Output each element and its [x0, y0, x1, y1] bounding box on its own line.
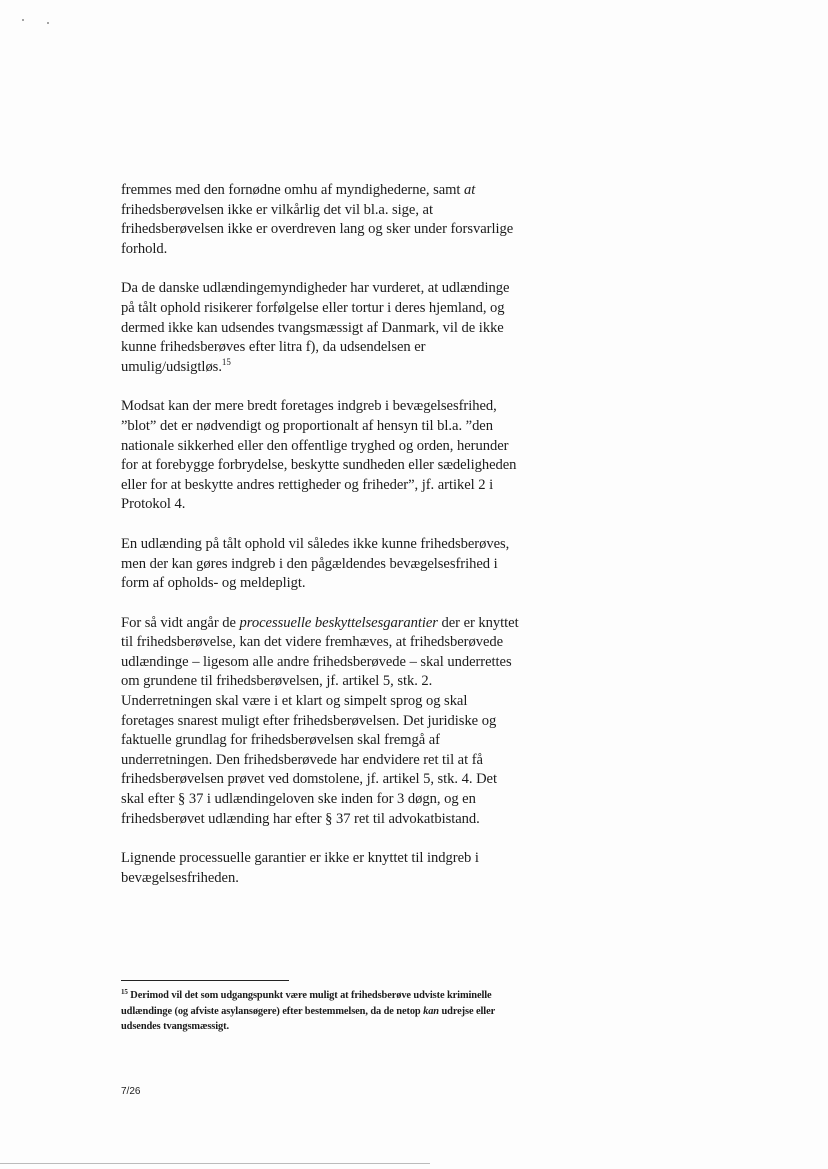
footnote-marker: 15	[121, 988, 128, 996]
text-line: for at forebygge forbrydelse, beskytte sundheden eller sædeligheden	[121, 457, 517, 474]
text-line: umulig/udsigtløs.$^{15}$	[121, 356, 231, 375]
italic-text: kan	[423, 1005, 439, 1017]
text-line: kunne frihedsberøves efter litra f), da udsendelsen er	[121, 339, 426, 356]
text-line: frihedsberøvet udlænding har efter § 37 ret til advokatbistand.	[121, 810, 480, 827]
text-line: om grundene til frihedsberøvelsen, jf. artikel 5, stk. 2.	[121, 673, 433, 690]
scan-speck	[22, 19, 24, 21]
footnote-marker: 15	[221, 356, 231, 367]
text-line: på tålt ophold risikerer forfølgelse eller tortur i deres hjemland, og	[121, 299, 505, 316]
text-line: underretningen. Den frihedsberøvede har endvidere ret til at få	[121, 751, 483, 768]
paragraph-2	[121, 279, 581, 377]
text-line: eller for at beskytte andres rettigheder og friheder”, jf. artikel 2 i	[121, 476, 494, 493]
footnote-15	[121, 988, 581, 1035]
italic-text: at	[464, 182, 476, 198]
text-line: forhold.	[121, 240, 168, 257]
text-line: For så vidt angår de processuelle beskyttelsesgarantier der er knyttet	[121, 614, 519, 631]
paragraph-4	[121, 535, 581, 594]
paragraph-5	[121, 614, 581, 830]
italic-text: processuelle beskyttelsesgarantier	[239, 614, 438, 631]
scan-edge-line	[0, 1163, 430, 1164]
paragraph-1	[121, 181, 581, 259]
text-line: fremmes med den fornødne omhu af myndighederne, samt at	[121, 182, 476, 198]
text-line: skal efter § 37 i udlændingeloven ske inden for 3 døgn, og en	[121, 791, 476, 808]
text-line: Protokol 4.	[121, 496, 186, 513]
text-line: Underretningen skal være i et klart og simpelt sprog og skal	[121, 693, 468, 710]
text-line: bevægelsesfriheden.	[121, 869, 239, 886]
text-line: foretages snarest muligt efter frihedsberøvelsen. Det juridiske og	[121, 712, 497, 729]
body-text	[121, 181, 581, 908]
text-line: Lignende processuelle garantier er ikke er knyttet til indgreb i	[121, 850, 479, 867]
text-line: frihedsberøvelsen prøvet ved domstolene, jf. artikel 5, stk. 4. Det	[121, 771, 497, 788]
page-number: 7/26	[121, 1086, 141, 1097]
text-line: En udlænding på tålt ophold vil således ikke kunne frihedsberøves,	[121, 535, 510, 552]
text-line: nationale sikkerhed eller den offentlige tryghed og orden, herunder	[121, 437, 509, 454]
text-line: Modsat kan der mere bredt foretages indgreb i bevægelsesfrihed,	[121, 398, 497, 415]
text-line: til frihedsberøvelse, kan det videre fremhæves, at frihedsberøvede	[121, 634, 504, 651]
footnote-line: udlændinge (og afviste asylansøgere) efter bestemmelsen, da de netop kan udrejse eller	[121, 1005, 496, 1017]
paragraph-3	[121, 397, 581, 515]
paragraph-6	[121, 849, 581, 888]
footnote-line: udsendes tvangsmæssigt.	[121, 1021, 229, 1033]
text-line: udlændinge – ligesom alle andre frihedsberøvede – skal underrettes	[121, 653, 512, 670]
text-line: ”blot” det er nødvendigt og proportionalt af hensyn til bl.a. ”den	[121, 417, 493, 434]
text-line: faktuelle grundlag for frihedsberøvelsen skal fremgå af	[121, 732, 440, 749]
text-line: Da de danske udlændingemyndigheder har vurderet, at udlændinge	[121, 280, 510, 297]
text-line: form af opholds- og meldepligt.	[121, 575, 306, 592]
text-line: dermed ikke kan udsendes tvangsmæssigt af Danmark, vil de ikke	[121, 319, 504, 336]
text-line: frihedsberøvelsen ikke er overdreven lang og sker under forsvarlige	[121, 221, 514, 238]
footnote-separator	[121, 980, 289, 981]
scan-speck	[47, 22, 49, 24]
footnote-line: $^{15}$ Derimod vil det som udgangspunkt være muligt at frihedsberøve udviste kriminelle	[121, 988, 492, 1001]
text-line: frihedsberøvelsen ikke er vilkårlig det vil bl.a. sige, at	[121, 201, 433, 218]
text-line: men der kan gøres indgreb i den pågældendes bevægelsesfrihed i	[121, 555, 498, 572]
